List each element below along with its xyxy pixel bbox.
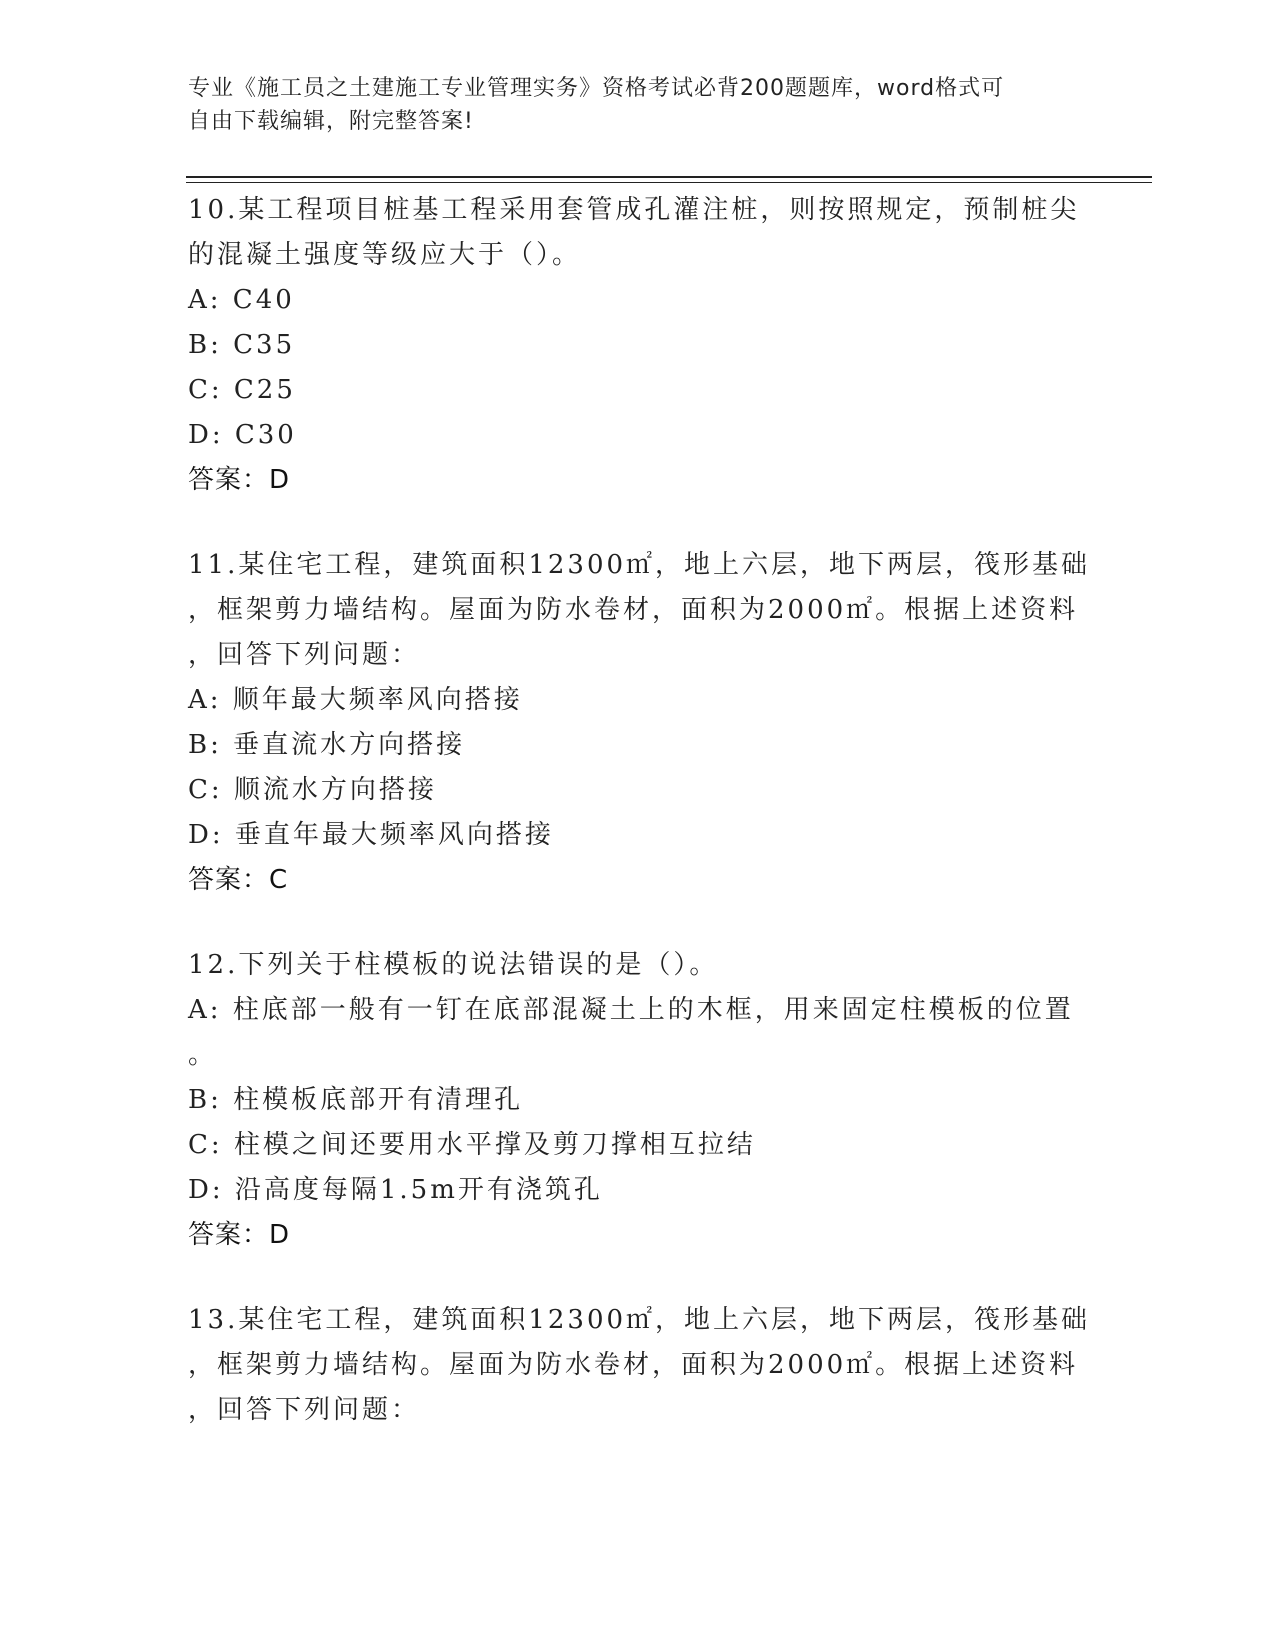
question-13 — [188, 1298, 1091, 1433]
question-stem-line: 10.某工程项目桩基工程采用套管成孔灌注桩，则按照规定，预制桩尖 — [188, 195, 1080, 225]
header-rule-thin — [186, 182, 1152, 183]
option-a-continuation: 。 — [188, 1040, 218, 1070]
question-stem-line: 13.某住宅工程，建筑面积12300㎡，地上六层，地下两层，筏形基础 — [188, 1305, 1091, 1335]
option-d: D: 沿高度每隔1.5m开有浇筑孔 — [188, 1175, 603, 1205]
question-11 — [188, 543, 1091, 903]
header-rule-thick — [186, 176, 1152, 178]
question-stem-line: 11.某住宅工程，建筑面积12300㎡，地上六层，地下两层，筏形基础 — [188, 550, 1091, 580]
option-a: A: 柱底部一般有一钉在底部混凝土上的木框，用来固定柱模板的位置 — [188, 995, 1074, 1025]
option-c: C: C25 — [188, 375, 296, 405]
option-b: B: C35 — [188, 330, 296, 360]
question-10 — [188, 188, 1088, 503]
question-stem-line: 12.下列关于柱模板的说法错误的是（）。 — [188, 950, 719, 980]
header-line-1: 专业《施工员之土建施工专业管理实务》资格考试必背200题题库，word格式可 — [188, 76, 1005, 101]
document-header — [188, 72, 1068, 138]
option-b: B: 垂直流水方向搭接 — [188, 730, 466, 760]
question-12 — [188, 943, 1088, 1258]
question-stem-line: ，回答下列问题： — [188, 1395, 421, 1425]
question-stem-line: ，框架剪力墙结构。屋面为防水卷材，面积为2000㎡。根据上述资料 — [188, 595, 1079, 625]
option-c: C: 顺流水方向搭接 — [188, 775, 437, 805]
option-a: A: 顺年最大频率风向搭接 — [188, 685, 523, 715]
option-a: A: C40 — [188, 285, 295, 315]
option-c: C: 柱模之间还要用水平撑及剪刀撑相互拉结 — [188, 1130, 756, 1160]
question-stem-line: ，回答下列问题： — [188, 640, 421, 670]
question-stem-line: ，框架剪力墙结构。屋面为防水卷材，面积为2000㎡。根据上述资料 — [188, 1350, 1079, 1380]
answer-line: 答案：D — [188, 465, 291, 495]
answer-line: 答案：C — [188, 865, 289, 895]
option-d: D: 垂直年最大频率风向搭接 — [188, 820, 554, 850]
question-stem-line: 的混凝土强度等级应大于（）。 — [188, 240, 582, 270]
option-d: D: C30 — [188, 420, 297, 450]
header-line-2: 自由下载编辑，附完整答案! — [188, 109, 474, 134]
question-list — [188, 188, 1091, 1473]
option-b: B: 柱模板底部开有清理孔 — [188, 1085, 524, 1115]
answer-line: 答案：D — [188, 1220, 291, 1250]
